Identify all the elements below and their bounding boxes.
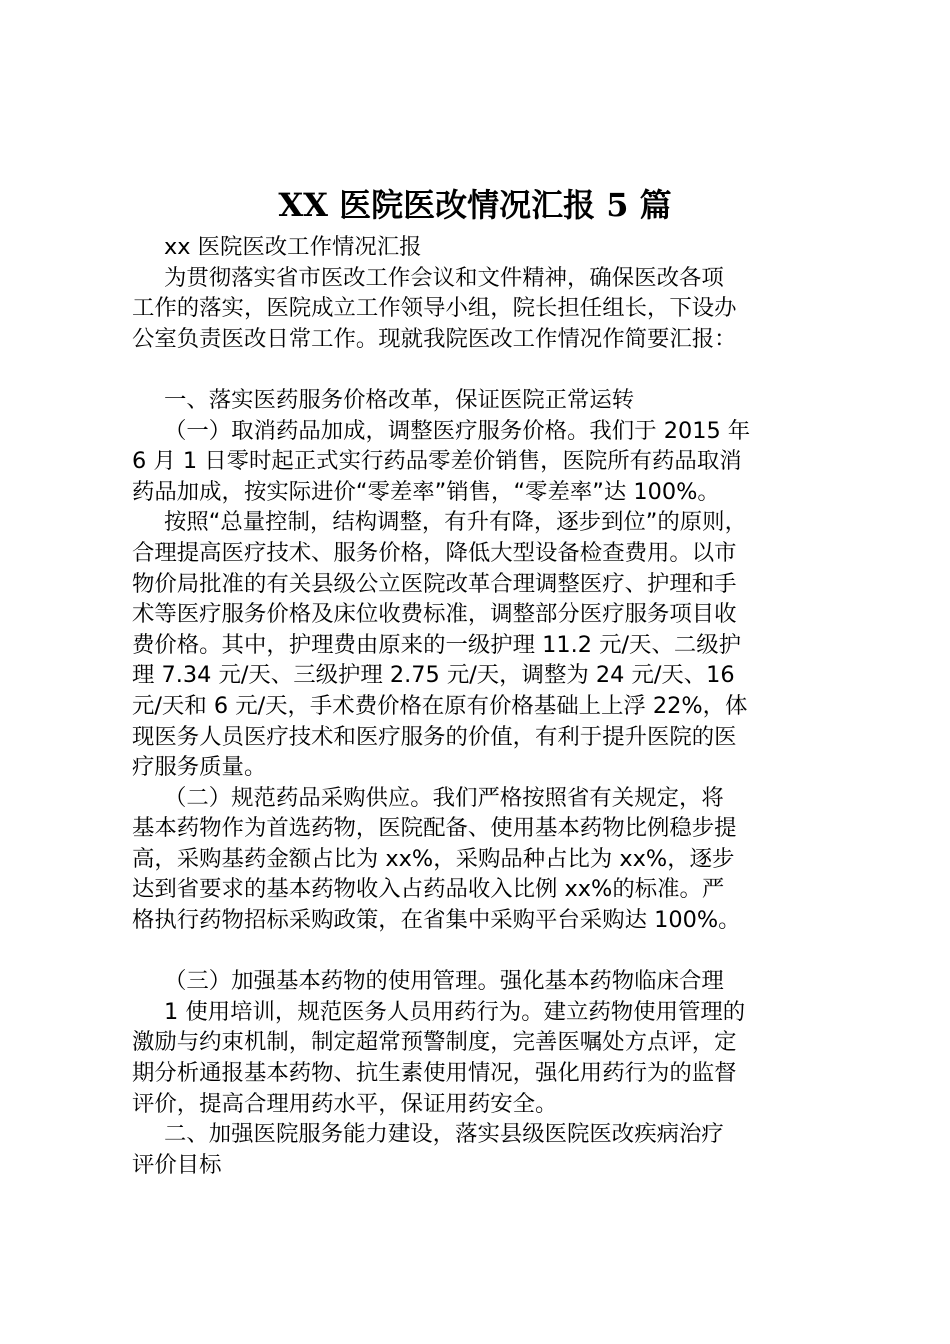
paragraph-line: 高，采购基药金额占比为 xx%，采购品种占比为 xx%，逐步 — [132, 845, 735, 872]
paragraph-line: 6 月 1 日零时起正式实行药品零差价销售，医院所有药品取消 — [132, 448, 742, 475]
section-heading-line: 一、落实医药服务价格改革，保证医院正常运转 — [164, 386, 635, 413]
section-heading-line: 二、加强医院服务能力建设，落实县级医院医改疾病治疗 — [164, 1121, 724, 1148]
paragraph-line: 现医务人员医疗技术和医疗服务的价值，有利于提升医院的医 — [132, 723, 737, 750]
paragraph-line: 按照“总量控制，结构调整，有升有降，逐步到位”的原则， — [164, 509, 747, 536]
blank-line — [132, 936, 828, 967]
document-body — [132, 232, 828, 1180]
paragraph-line: （二）规范药品采购供应。我们严格按照省有关规定，将 — [164, 784, 724, 811]
section-heading-line: 评价目标 — [132, 1151, 222, 1178]
paragraph-line: 合理提高医疗技术、服务价格，降低大型设备检查费用。以市 — [132, 539, 737, 566]
blank-line — [132, 354, 828, 385]
paragraph-line: 1 使用培训，规范医务人员用药行为。建立药物使用管理的 — [164, 998, 746, 1025]
paragraph-line: （三）加强基本药物的使用管理。强化基本药物临床合理 — [164, 968, 724, 995]
paragraph-line: 工作的落实，医院成立工作领导小组，院长担任组长，下设办 — [132, 295, 737, 322]
paragraph-line: 理 7.34 元/天、三级护理 2.75 元/天，调整为 24 元/天、16 — [132, 662, 735, 689]
paragraph-line: 药品加成，按实际进价“零差率”销售，“零差率”达 100%。 — [132, 478, 720, 505]
paragraph-line: （一）取消药品加成，调整医疗服务价格。我们于 2015 年 — [164, 417, 751, 444]
paragraph-line: 基本药物作为首选药物，医院配备、使用基本药物比例稳步提 — [132, 815, 737, 842]
paragraph-line: 公室负责医改日常工作。现就我院医改工作情况作简要汇报： — [132, 325, 737, 352]
paragraph-line: 评价，提高合理用药水平，保证用药安全。 — [132, 1090, 558, 1117]
paragraph-line: 格执行药物招标采购政策，在省集中采购平台采购达 100%。 — [132, 907, 741, 934]
paragraph-line: 为贯彻落实省市医改工作会议和文件精神，确保医改各项 — [164, 264, 724, 291]
subtitle-line: xx 医院医改工作情况汇报 — [164, 234, 422, 260]
paragraph-line: 激励与约束机制，制定超常预警制度，完善医嘱处方点评，定 — [132, 1029, 737, 1056]
paragraph-line: 物价局批准的有关县级公立医院改革合理调整医疗、护理和手 — [132, 570, 737, 597]
paragraph-line: 达到省要求的基本药物收入占药品收入比例 xx%的标准。严 — [132, 876, 725, 903]
paragraph-line: 术等医疗服务价格及床位收费标准，调整部分医疗服务项目收 — [132, 601, 737, 628]
paragraph-line: 疗服务质量。 — [132, 754, 267, 781]
paragraph-line: 费价格。其中，护理费由原来的一级护理 11.2 元/天、二级护 — [132, 631, 742, 658]
paragraph-line: 元/天和 6 元/天，手术费价格在原有价格基础上上浮 22%，体 — [132, 692, 748, 719]
document-title: XX 医院医改情况汇报 5 篇 — [278, 186, 672, 224]
paragraph-line: 期分析通报基本药物、抗生素使用情况，强化用药行为的监督 — [132, 1060, 737, 1087]
